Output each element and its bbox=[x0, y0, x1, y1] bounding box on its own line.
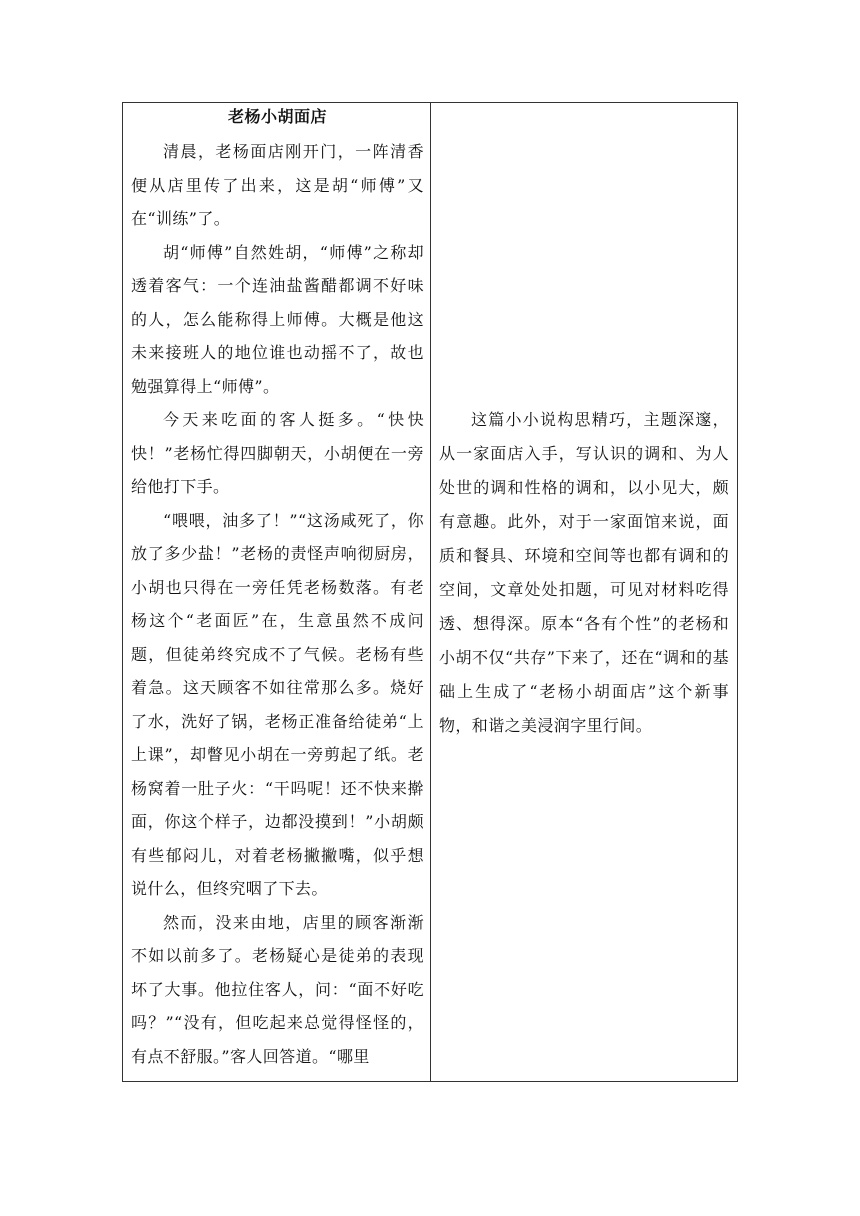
comment-text: 这篇小小说构思精巧，主题深邃，从一家面店入手，写认识的调和、为人处世的调和性格的调和，以小见大，颇有意趣。此外，对于一家面馆来说，面质和餐具、环境和空间等也都有调和的空间，文章处处扣题，可见对材料吃得透、想得深。原本“各有个性”的老杨和小胡不仅“共存”下来了，还在“调和的基础上生成了“老杨小胡面店”这个新事物，和谐之美浸润字里行间。 bbox=[439, 410, 729, 735]
story-paragraph: 然而，没来由地，店里的顾客渐渐不如以前多了。老杨疑心是徒弟的表现坏了大事。他拉住客人，问：“面不好吃吗？”“没有，但吃起来总觉得怪怪的，有点不舒服。”客人回答道。“哪里 bbox=[131, 912, 424, 1066]
story-title: 老杨小胡面店 bbox=[227, 107, 327, 126]
story-column bbox=[123, 103, 431, 1081]
story-paragraph: 清晨，老杨面店刚开门，一阵清香便从店里传了出来，这是胡“师傅”又在“训练”了。 bbox=[131, 142, 424, 228]
comment-column bbox=[431, 103, 737, 1081]
story-paragraph: “喂喂，油多了！”“这汤咸死了，你放了多少盐！”老杨的责怪声响彻厨房，小胡也只得在一旁任凭老杨数落。有老杨这个“老面匠”在，生意虽然不成问题，但徒弟终究成不了气候。老杨有些着急。这天顾客不如往常那么多。烧好了水，洗好了锅，老杨正准备给徒弟“上上课”，却瞥见小胡在一旁剪起了纸。老杨窝着一肚子火：“干吗呢！还不快来擀面，你这个样子，边都没摸到！”小胡颇有些郁闷儿，对着老杨撇撇嘴，似乎想说什么，但终究咽了下去。 bbox=[131, 510, 424, 898]
story-paragraph: 胡“师傅”自然姓胡，“师傅”之称却透着客气：一个连油盐酱醋都调不好味的人，怎么能称得上师傅。大概是他这未来接班人的地位谁也动摇不了，故也勉强算得上“师傅”。 bbox=[131, 242, 424, 396]
two-column-table bbox=[122, 102, 738, 1082]
story-paragraph: 今天来吃面的客人挺多。“快快快！”老杨忙得四脚朝天，小胡便在一旁给他打下手。 bbox=[131, 410, 424, 496]
